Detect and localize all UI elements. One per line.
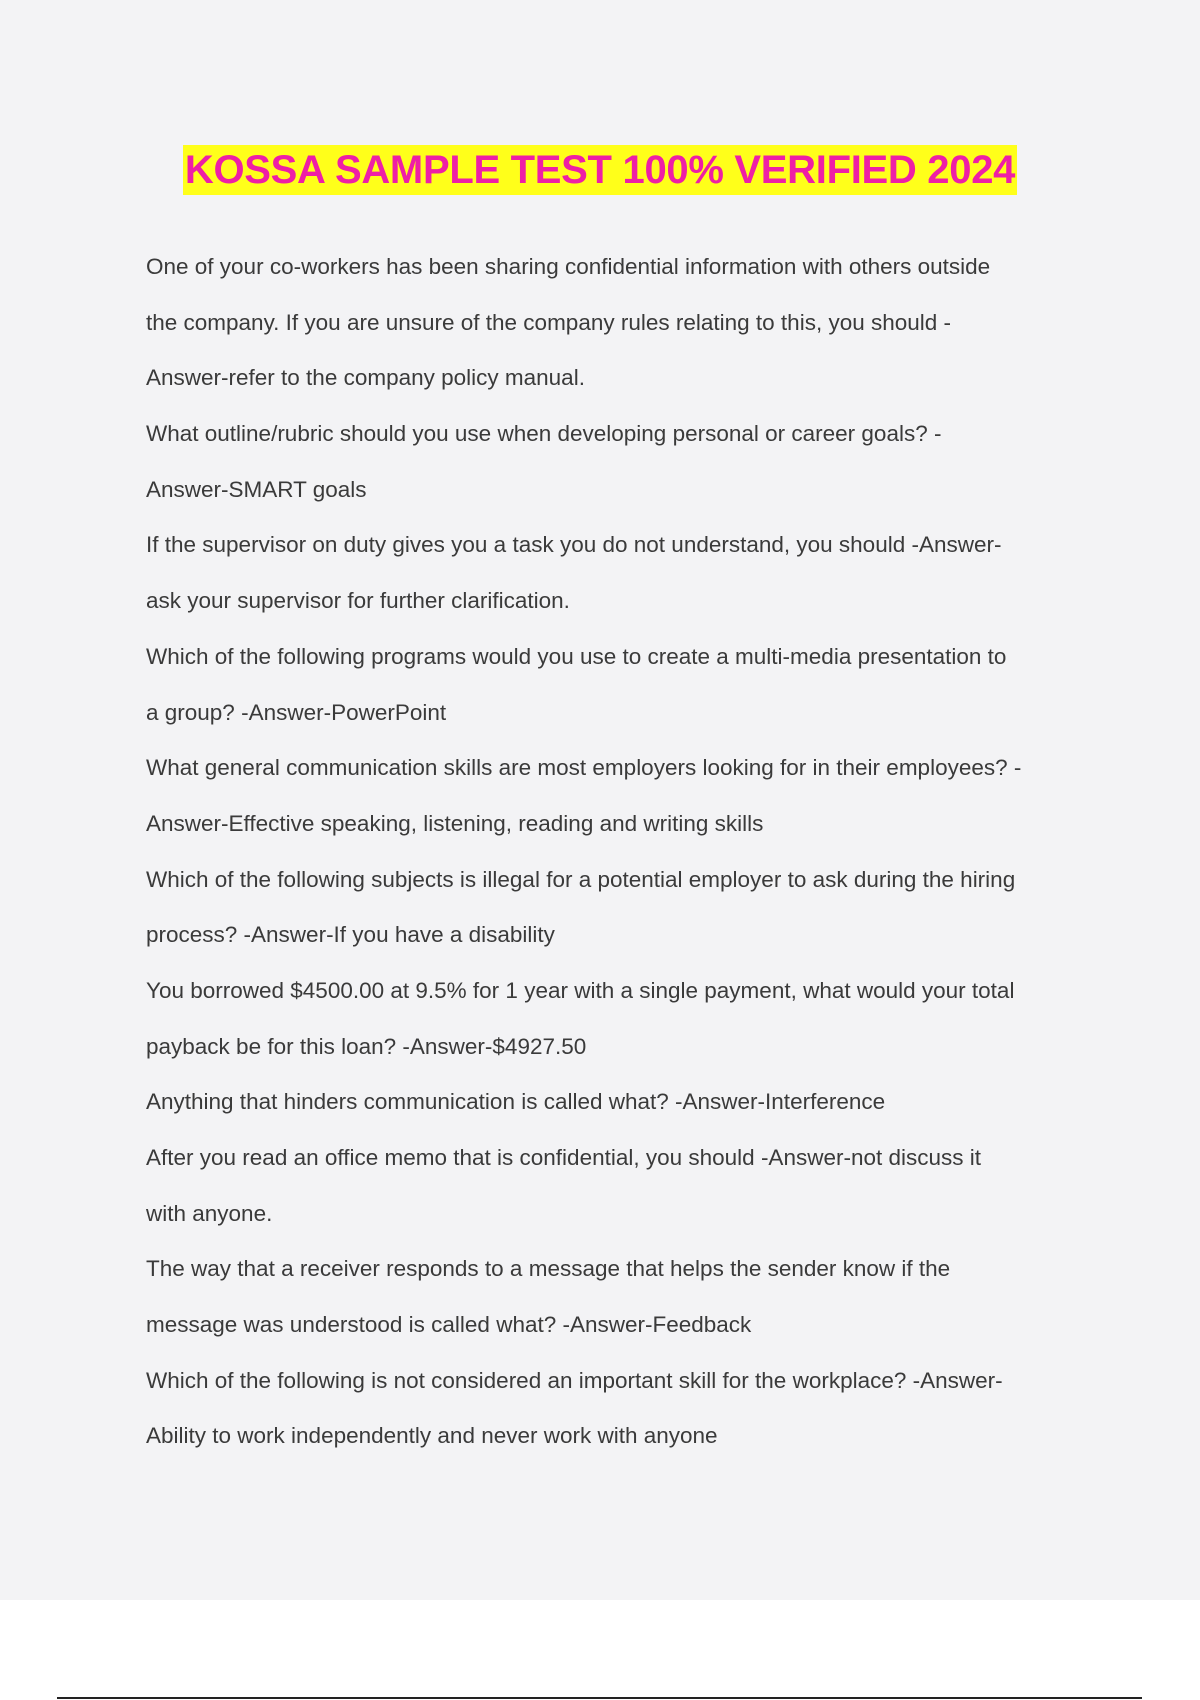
text-line: Which of the following is not considered an important skill for the workplace? -Answer- — [146, 1367, 1003, 1393]
text-line: The way that a receiver responds to a message that helps the sender know if the — [146, 1256, 951, 1282]
text-line: Which of the following programs would you use to create a multi-media presentation to — [146, 643, 1007, 669]
text-line: You borrowed $4500.00 at 9.5% for 1 year with a single payment, what would your total — [146, 977, 1015, 1003]
text-line: process? -Answer-If you have a disability — [146, 922, 555, 948]
text-line: Which of the following subjects is illegal for a potential employer to ask during the hiring — [146, 866, 1016, 892]
text-line: Answer-refer to the company policy manual. — [146, 365, 585, 391]
text-line: Anything that hinders communication is called what? -Answer-Interference — [146, 1089, 886, 1115]
text-line: After you read an office memo that is confidential, you should -Answer-not discuss it — [146, 1145, 982, 1170]
text-line: Answer-Effective speaking, listening, reading and writing skills — [146, 810, 764, 836]
text-line: ask your supervisor for further clarification. — [146, 588, 570, 614]
text-line: One of your co-workers has been sharing confidential information with others outside — [146, 254, 991, 279]
text-line: If the supervisor on duty gives you a task you do not understand, you should -Answer- — [146, 532, 1002, 558]
page-divider — [57, 1697, 1142, 1699]
document-body — [146, 239, 1096, 1464]
text-line: What outline/rubric should you use when developing personal or career goals? - — [146, 421, 942, 447]
text-line: message was understood is called what? -Answer-Feedback — [146, 1312, 752, 1338]
text-line: What general communication skills are most employers looking for in their employees? - — [146, 755, 1022, 781]
text-line: with anyone. — [146, 1200, 273, 1226]
text-line: Ability to work independently and never work with anyone — [146, 1423, 718, 1449]
text-line: the company. If you are unsure of the company rules relating to this, you should - — [146, 309, 952, 335]
text-line: Answer-SMART goals — [146, 476, 367, 502]
text-line: payback be for this loan? -Answer-$4927.50 — [146, 1033, 587, 1059]
title-container — [0, 145, 1200, 195]
text-line: a group? -Answer-PowerPoint — [146, 699, 447, 725]
document-title: KOSSA SAMPLE TEST 100% VERIFIED 2024 — [183, 145, 1017, 195]
